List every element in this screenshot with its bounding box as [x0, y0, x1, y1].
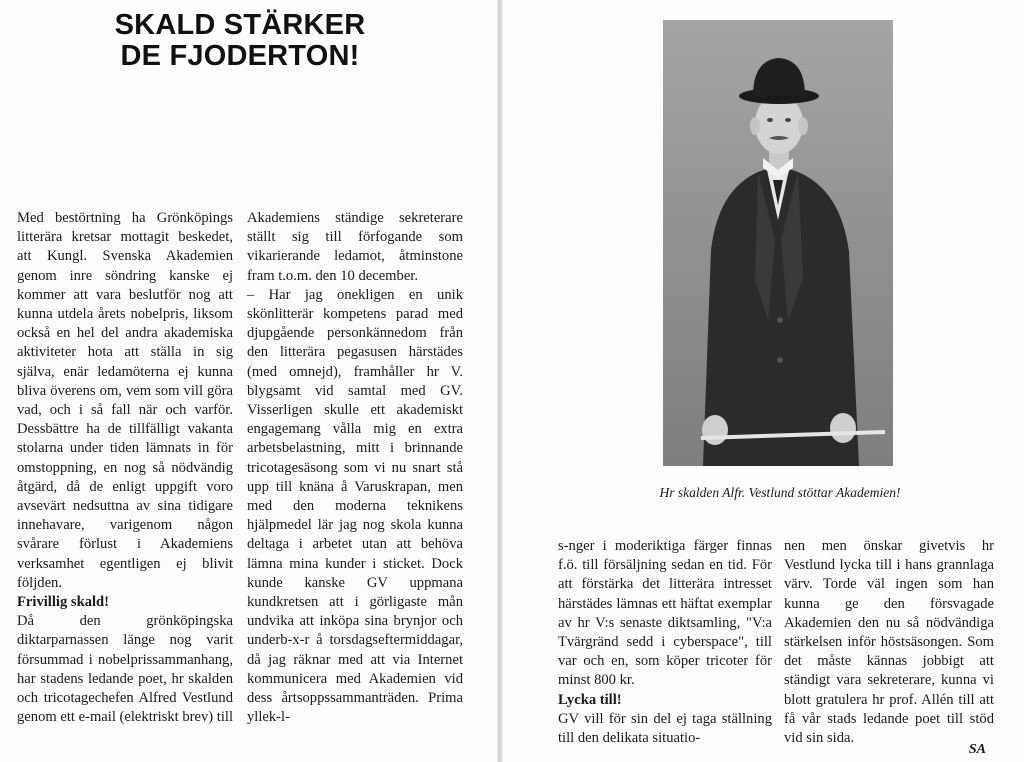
body-paragraph: Då den grönköpingska diktarparnassen länge nog varit försummad i nobelprissammanhang, har stadens ledande poet, hr skalden och tricotagechefen Alfred Vestlund genom ett e-mail (elektriskt brev) till — [17, 613, 233, 726]
author-signature: SA — [968, 742, 986, 757]
headline-line-2: DE FJODERTON! — [120, 40, 360, 72]
subhead-lycka-till: Lycka till! — [558, 691, 622, 708]
article-headline — [60, 10, 420, 72]
photo-caption: Hr skalden Alfr. Vestlund stöttar Akademien! — [659, 485, 901, 500]
text-column-3 — [558, 537, 772, 748]
headline-line-1: SKALD STÄRKER — [114, 9, 366, 41]
portrait-photo — [663, 20, 893, 466]
portrait-illustration — [663, 20, 893, 466]
text-column-1 — [17, 209, 233, 727]
subhead-frivillig-skald: Frivillig skald! — [17, 594, 110, 611]
closing-paragraph: nen men önskar givetvis hr Vestlund lycka till i hans grannlaga värv. Torde väl ingen som han kunna ge den försvagade Akademien den nu så nödvändiga stärkelsen inför höstsäsongen. Som det måste kännas jobbigt att ständigt vara sekreterare, kunna vi blott gratulera hr prof. Allén till att få vår stads ledande poet till stöd vid sin sida. — [784, 538, 994, 747]
intro-paragraph: Med bestörtning ha Grönköpings litterära kretsar mottagit beskedet, att Kungl. Svenska Akademien genom inre söndring kanske ej kommer att vara beslutför nog att kunna utdela årets nobelpris, liksom också en hel del andra akademiska aktiviteter hota att ställa in sig själva, enär ledamöterna ej kunna bliva överens om, vem som vill göra vad, och i så fall när och varför. Dessbättre ha de tillfälligt vakanta stolarna under tiden lämnats in för omstoppning, en nog så nödvändig åtgärd, då de enligt uppgift voro avsevärt nedsuttna av sina tidigare innehavare, varigenom någon svårare förlust i Akademiens verksamhet egentligen ej blivit följden. — [17, 210, 233, 591]
text-column-4 — [784, 537, 994, 748]
body-paragraph: s-nger i moderiktiga färger finnas f.ö. till försäljning sedan en tid. För att förstärka det litterära intresset härstädes lämnas ett häftat exemplar av hr V:s senaste diktsamling, "V:a Tvärgränd sedd i cyberspace", till var och en, som köper tricoter för minst 800 kr. — [558, 538, 772, 689]
text-column-2 — [247, 209, 463, 727]
body-paragraph: GV vill för sin del ej taga ställning till den delikata situatio- — [558, 710, 772, 747]
quote-paragraph: – Har jag onekligen en unik skönlitterär kompetens parad med djupgående personkännedom från den litterära pegasusen härstädes (med omnejd), framhåller hr V. blygsamt vid samtal med GV. Visserligen skulle ett akademiskt engagemang vålla mig en extra arbetsbelastning, mitt i brinnande tricotagesäsong som vi nu snart stå upp till knäna å Varuskrapan, men med den moderna teknikens hjälpmedel lär jag nog skola kunna deltaga i arbetet utan att behöva lämna mina kunder i sticket. Dock kunde kanske GV uppmana kundkretsen att i görligaste mån undvika att inköpa sina brynjor och underb-x-r å torsdagseftermiddagar, då jag räknar med att via Internet kommunicera med Akademien vid dess årtsoppssammanträden. Prima yllek-l- — [247, 286, 463, 726]
body-paragraph: Akademiens ständige sekreterare ställt sig till förfogande som vikarierande ledamot, åtminstone fram t.o.m. den 10 december. — [247, 210, 463, 284]
